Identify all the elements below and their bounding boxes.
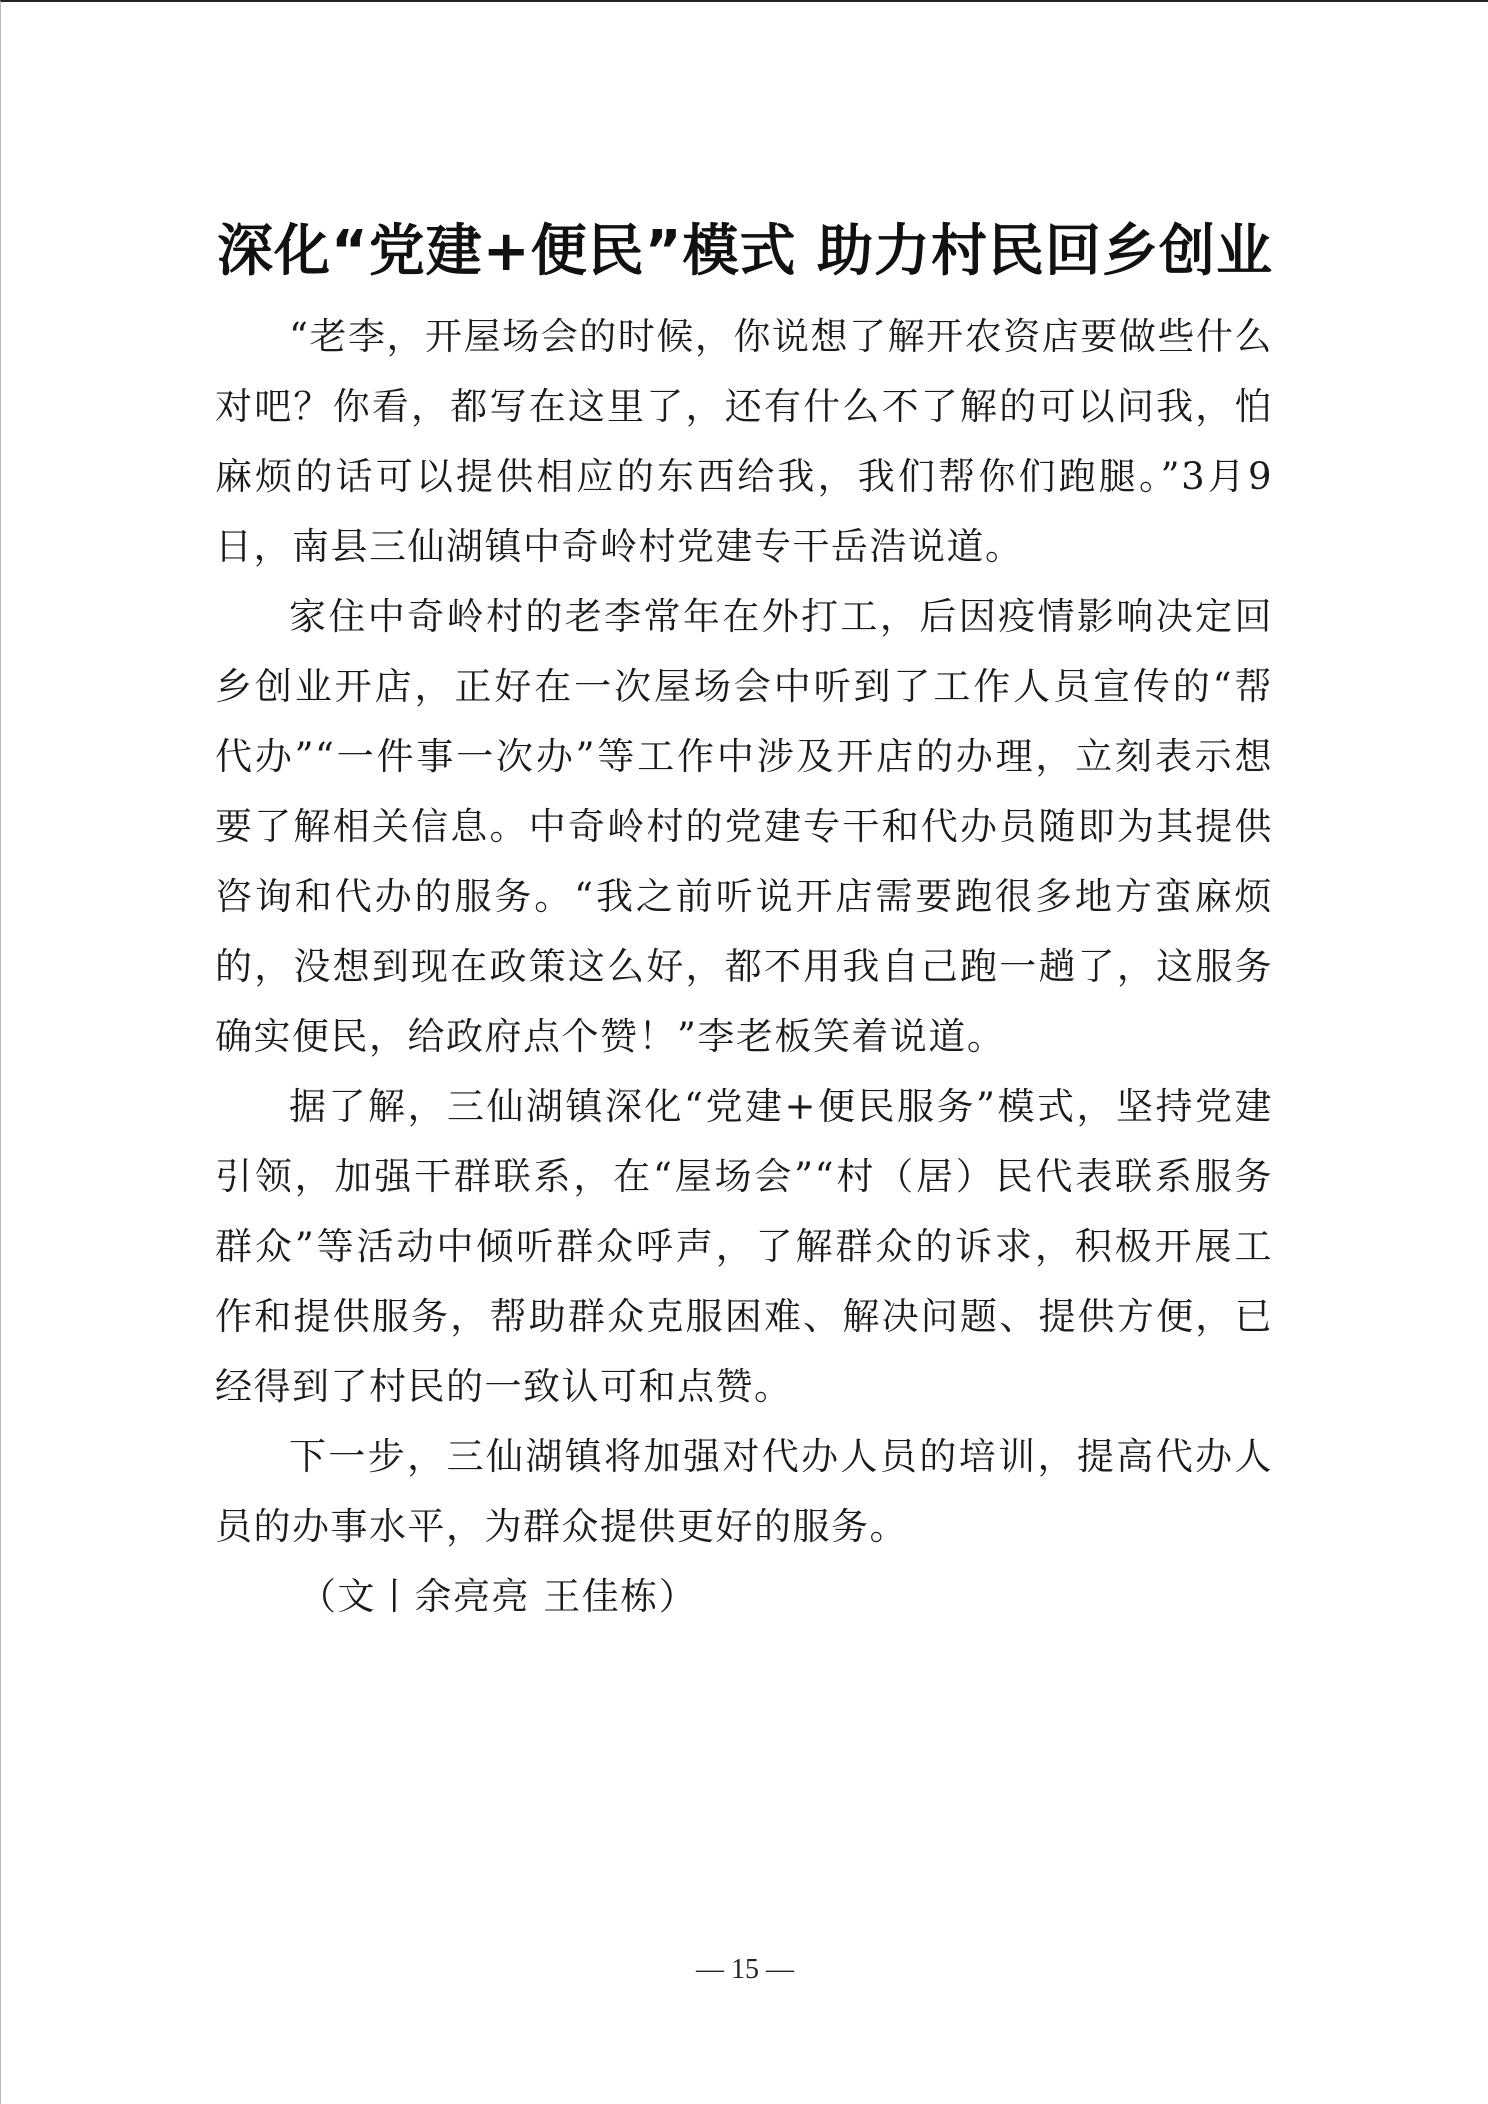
paragraph-1: “老李，开屋场会的时候，你说想了解开农资店要做些什么对吧？你看，都写在这里了，还有什么不了解的可以问我，怕麻烦的话可以提供相应的东西给我，我们帮你们跑腿。”3月9日，南县三仙湖镇中奇岭村党建专干岳浩说道。 (215, 315, 1273, 568)
paragraph-4: 下一步，三仙湖镇将加强对代办人员的培训，提高代办人员的办事水平，为群众提供更好的服务。 (215, 1435, 1273, 1548)
article-title: 深化“党建+便民”模式 助力村民回乡创业 (216, 218, 1274, 284)
article-body (215, 302, 1273, 1632)
paragraph-3: 据了解，三仙湖镇深化“党建+便民服务”模式，坚持党建引领，加强干群联系，在“屋场会”“村（居）民代表联系服务群众”等活动中倾听群众呼声，了解群众的诉求，积极开展工作和提供服务，帮助群众克服困难、解决问题、提供方便，已经得到了村民的一致认可和点赞。 (215, 1085, 1273, 1408)
page-number: — 15 — (696, 1954, 794, 1985)
paragraph-2: 家住中奇岭村的老李常年在外打工，后因疫情影响决定回乡创业开店，正好在一次屋场会中听到了工作人员宣传的“帮代办”“一件事一次办”等工作中涉及开店的办理，立刻表示想要了解相关信息。中奇岭村的党建专干和代办员随即为其提供咨询和代办的服务。“我之前听说开店需要跑很多地方蛮麻烦的，没想到现在政策这么好，都不用我自己跑一趟了，这服务确实便民，给政府点个赞！”李老板笑着说道。 (215, 595, 1273, 1058)
article-byline: （文丨余亮亮 王佳栋） (299, 1575, 698, 1618)
